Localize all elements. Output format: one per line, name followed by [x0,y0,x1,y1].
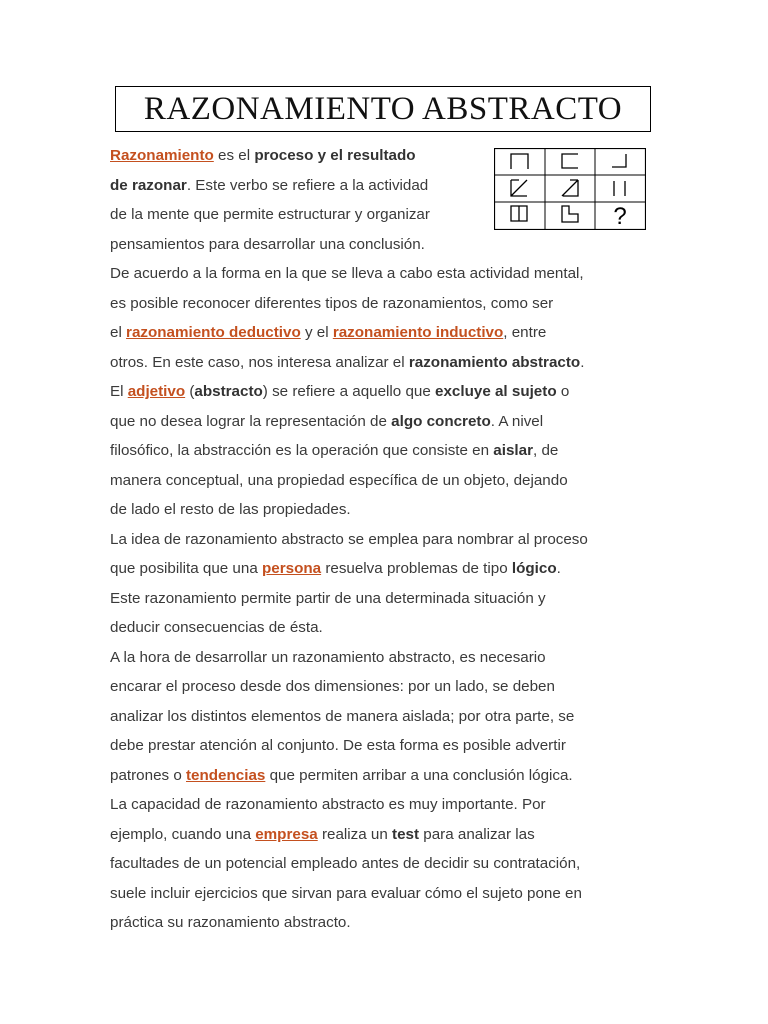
paragraph-6: La capacidad de razonamiento abstracto es muy importante. Por ejemplo, cuando una empresa realiza un test para analizar las facultades de un potencial empleado antes de decidir su contratación, suele incluir ejercicios que sirvan para evaluar cómo el sujeto pone en práctica su razonamiento abstracto. [110,796,582,931]
paragraph-3: El adjetivo (abstracto) se refiere a aquello que excluye al sujeto o que no desea lograr la representación de algo concreto. A nivel filosófico, la abstracción es la operación que consiste en aislar, de manera conceptual, una propiedad específica de un objeto, dejando de lado el resto de las propiedades. [110,383,570,518]
link-razonamiento[interactable]: Razonamiento [110,147,214,164]
link-empresa[interactable]: empresa [255,825,318,843]
link-persona[interactable]: persona [262,560,322,577]
title-box [115,86,651,132]
link-razonamiento-deductivo[interactable]: razonamiento deductivo [126,324,301,341]
question-mark: ? [613,203,627,230]
article-body [110,141,670,938]
paragraph-5: A la hora de desarrollar un razonamiento abstracto, es necesario encarar el proceso desde dos dimensiones: por un lado, se deben analizar los distintos elementos de manera aislada; por otra parte, se debe prestar atención al conjunto. De esta forma es posible advertir patrones o tendencias que permiten arribar a una conclusión lógica. [110,648,575,784]
link-razonamiento-inductivo[interactable]: razonamiento inductivo [332,324,504,341]
link-adjetivo[interactable]: adjetivo [127,383,186,400]
paragraph-2: De acuerdo a la forma en la que se lleva a cabo esta actividad mental, es posible reconocer diferentes tipos de razonamientos, como ser el razonamiento deductivo y el razonamiento inductivo, entre otros. En este caso, nos interesa analizar el razonamiento abstracto. [110,265,585,371]
link-tendencias[interactable]: tendencias [186,766,266,784]
page-title: RAZONAMIENTO ABSTRACTO [143,90,623,127]
paragraph-1: Razonamiento es el proceso y el resultado de razonar. Este verbo se refiere a la actividad de la mente que permite estructurar y organizar pensamientos para desarrollar una conclusión. [110,147,430,253]
paragraph-4: La idea de razonamiento abstracto se emplea para nombrar al proceso que posibilita que una persona resuelva problemas de tipo lógico. Este razonamiento permite partir de una determinada situación y deducir consecuencias de ésta. [110,530,588,636]
